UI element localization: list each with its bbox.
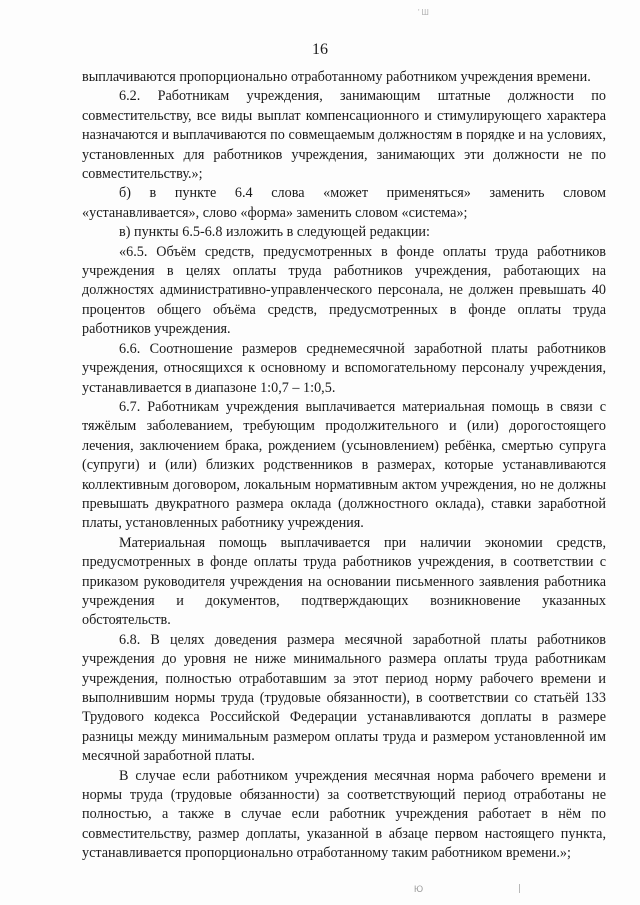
paragraph-6-6: 6.6. Соотношение размеров среднемесячной заработной платы работников учреждения, относящихся к основному и вспомогательному персоналу учреждения, устанавливается в диапазоне 1:0,7 – 1:0,5. <box>82 340 606 396</box>
document-body <box>82 68 606 864</box>
paragraph-6-8-part-time: В случае если работником учреждения месячная норма рабочего времени и нормы труда (трудовые обязанности) за соответствующий период отработаны не полностью, а также в случае если работник учреждения работает в нём по совместительству, размер доплаты, указанной в абзаце первом настоящего пункта, устанавливается пропорционально отработанному таким работником времени.»; <box>82 767 606 862</box>
scan-tick-bottom <box>519 884 520 893</box>
page-number: 16 <box>312 41 328 58</box>
paragraph-6-2: 6.2. Работникам учреждения, занимающим штатные должности по совместительству, все виды выплат компенсационного и стимулирующего характера назначаются и выплачиваются по совмещаемым должностям в порядке и на условиях, установленных для работников учреждения, занимающих эти должности не по совместительству.»; <box>82 88 606 183</box>
paragraph-item-v: в) пункты 6.5-6.8 изложить в следующей редакции: <box>119 224 430 241</box>
scan-mark-top: 'Ш <box>418 8 431 17</box>
paragraph-continuation: выплачиваются пропорционально отработанному работником учреждения времени. <box>82 69 591 85</box>
scan-mark-bottom: Ю <box>414 884 424 894</box>
paragraph-6-7: 6.7. Работникам учреждения выплачивается материальная помощь в связи с тяжёлым заболеванием, требующим продолжительного и (или) дорогостоящего лечения, заключением брака, рождением (усыновлением) ребёнка, смертью супруга (супруги) и (или) близких родственников в размерах, которые устанавливаются коллективным договором, локальным нормативным актом учреждения, но не должны превышать двукратного размера оклада (должностного оклада), ставки заработной платы, установленных работнику учреждения. <box>82 398 606 532</box>
paragraph-6-5: «6.5. Объём средств, предусмотренных в фонде оплаты труда работников учреждения в целях оплаты труда работников учреждения, работающих на должностях административно-управленческого персонала, не должен превышать 40 процентов общего объёма средств, предусмотренных в фонде оплаты труда работников учреждения. <box>82 243 606 338</box>
paragraph-material-aid: Материальная помощь выплачивается при наличии экономии средств, предусмотренных в фонде оплаты труда работников учреждения, в соответствии с приказом руководителя учреждения на основании письменного заявления работника учреждения и документов, подтверждающих возникновение указанных обстоятельств. <box>82 534 606 629</box>
paragraph-6-8: 6.8. В целях доведения размера месячной заработной платы работников учреждения до уровня не ниже минимального размера оплаты труда работникам учреждения, полностью отработавшим за этот период норму рабочего времени и выполнившим нормы труда (трудовые обязанности), в соответствии со статьёй 133 Трудового кодекса Российской Федерации устанавливаются доплаты в размере разницы между минимальным размером оплаты труда и размером установленной им месячной заработной платы. <box>82 631 606 765</box>
paragraph-item-b: б) в пункте 6.4 слова «может применяться» заменить словом «устанавливается», слово «форма» заменить словом «система»; <box>82 185 606 221</box>
